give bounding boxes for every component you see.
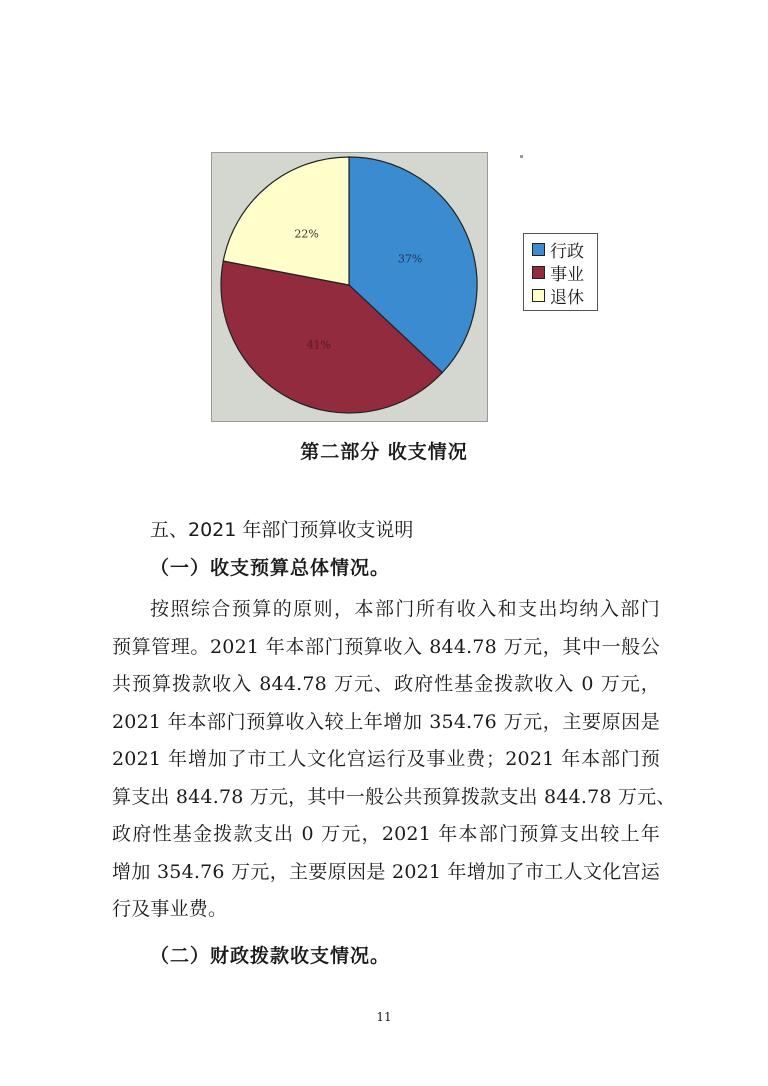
legend-label: 退休 [550, 288, 584, 308]
page-number: 11 [376, 1010, 392, 1024]
paragraph-line: 增加 354.76 万元，主要原因是 2021 年增加了市工人文化宫运 [112, 860, 660, 883]
legend-swatch [532, 243, 545, 256]
subheading-overall: （一）收支预算总体情况。 [150, 557, 391, 579]
legend-label: 行政 [550, 242, 584, 262]
scan-mark [520, 155, 523, 158]
legend-item-tuixiu [532, 284, 597, 307]
pie-data-label: 22% [294, 227, 319, 241]
pie-chart-panel [211, 152, 488, 422]
paragraph-line: 预算管理。2021 年本部门预算收入 844.78 万元，其中一般公 [112, 635, 660, 658]
paragraph-line: 行及事业费。 [112, 898, 228, 920]
pie-data-label: 37% [397, 252, 423, 266]
subheading-fiscal: （二）财政拨款收支情况。 [150, 945, 391, 967]
body-paragraph [112, 591, 676, 929]
paragraph-line: 算支出 844.78 万元，其中一般公共预算拨款支出 844.78 万元、 [112, 785, 676, 808]
legend-label: 事业 [550, 265, 584, 285]
section-heading: 五、2021 年部门预算收支说明 [150, 519, 414, 541]
paragraph-line: 按照综合预算的原则，本部门所有收入和支出均纳入部门 [150, 598, 660, 620]
legend-swatch [532, 266, 545, 279]
chart-caption: 第二部分 收支情况 [300, 441, 468, 463]
paragraph-line: 共预算拨款收入 844.78 万元、政府性基金拨款收入 0 万元， [112, 673, 660, 695]
chart-legend [523, 233, 598, 311]
pie-data-label: 41% [306, 338, 332, 352]
paragraph-line: 2021 年增加了市工人文化宫运行及事业费；2021 年本部门预 [112, 748, 660, 770]
legend-item-shiye [532, 261, 597, 284]
pie-chart [212, 153, 489, 423]
legend-item-xingzheng [532, 238, 597, 261]
paragraph-line: 政府性基金拨款支出 0 万元，2021 年本部门预算支出较上年 [112, 823, 660, 845]
paragraph-line: 2021 年本部门预算收入较上年增加 354.76 万元，主要原因是 [112, 710, 660, 733]
legend-swatch [532, 289, 545, 302]
